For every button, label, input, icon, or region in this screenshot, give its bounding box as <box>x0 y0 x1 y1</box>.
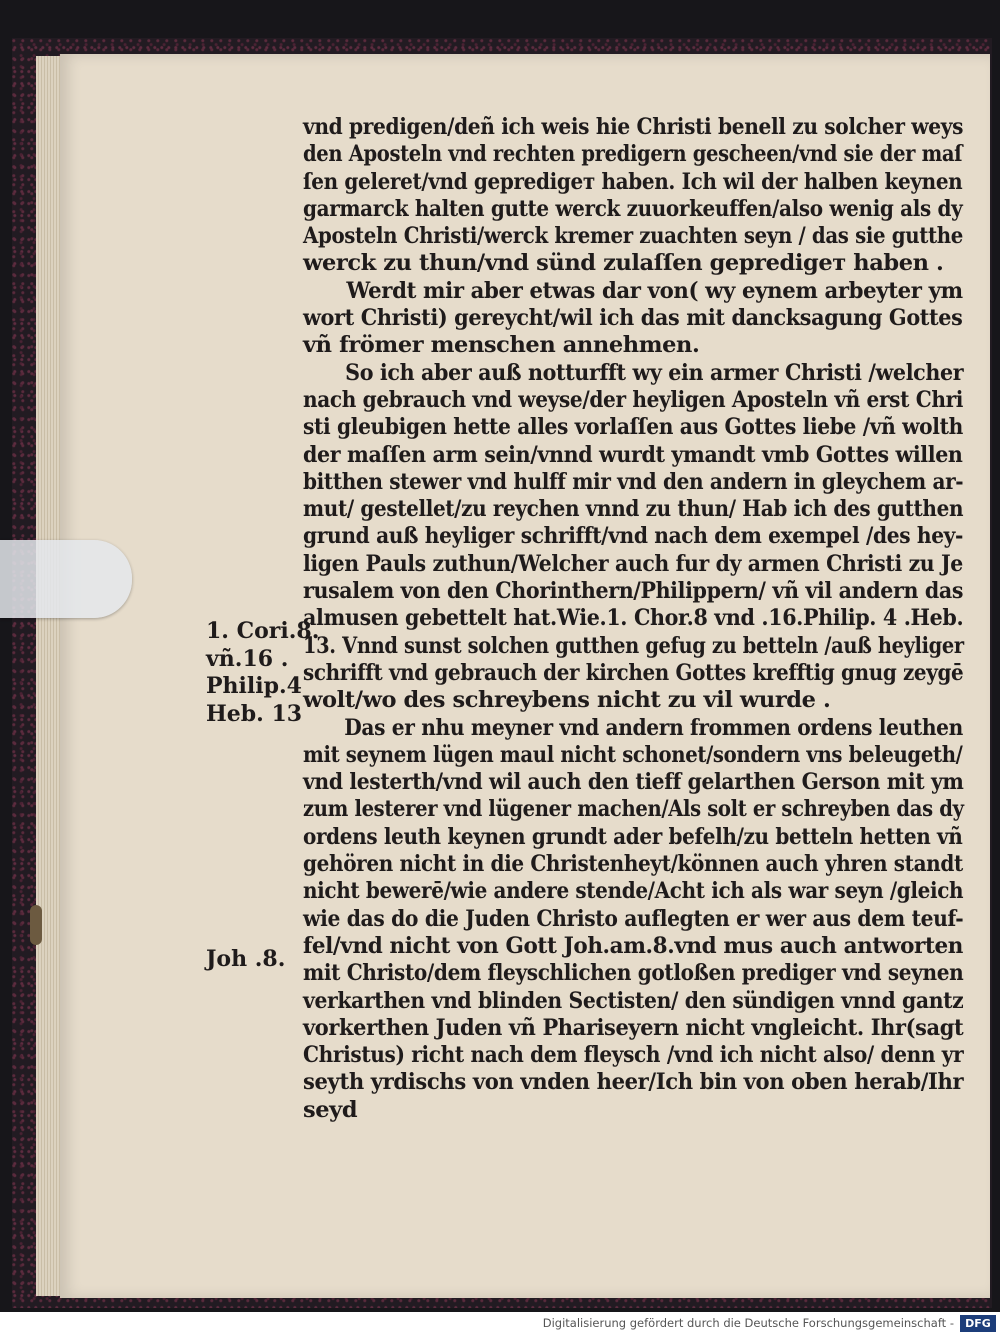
text-line: Das er nhu meyner vnd andern frommen ordens leuthen <box>344 714 963 741</box>
text-line: nach gebrauch vnd weyse/der heyligen Aposteln vñ erst Chri <box>303 386 964 413</box>
text-line: rusalem von den Chorinthern/Philippern/ vñ vil andern das <box>303 578 964 605</box>
text-line: So ich aber auß notturfft wy ein armer Christi /welcher <box>345 359 964 386</box>
text-line: almusen gebettelt hat.Wie.1. Chor.8 vnd .16.Philip. 4 .Heb. <box>303 605 964 632</box>
margin-note: 1. Cori.8. <box>206 618 320 644</box>
text-line: vnd predigen/deñ ich weis hie Christi benell zu solcher weys <box>303 114 964 140</box>
margin-note: Heb. 13 <box>206 701 303 727</box>
margin-note: vñ.16 . <box>206 646 289 672</box>
dfg-logo: DFG <box>960 1315 996 1332</box>
text-line: vnd lesterth/vnd wil auch den tieff gelarthen Gerson mit ym <box>303 769 964 796</box>
text-line: der maſſen arm sein/vnnd wurdt ymandt vmb Gottes willen <box>303 441 963 468</box>
text-line: mit Christo/dem fleyschlichen gotloßen prediger vnd seynen <box>303 960 964 987</box>
text-line: werck zu thun/vnd sünd zulaſſen gepredigет haben . <box>303 250 944 277</box>
text-line: vñ frömer menschen annehmen. <box>303 332 700 359</box>
text-line: mit seynem lügen maul nicht schonet/sondern vns beleugeth/ <box>303 741 963 768</box>
text-line: ſen geleret/vnd gepredigет haben. Ich wil der halben keynen <box>303 168 963 195</box>
margin-note: Philip.4 <box>206 673 302 699</box>
text-line: seyd <box>303 1096 358 1123</box>
footer-credit: Digitalisierung gefördert durch die Deutsche Forschungsgemeinschaft - <box>542 1316 954 1330</box>
text-line: vorkerthen Juden vñ Phariseyern nicht vngleicht. Ihr(sagt <box>303 1014 964 1041</box>
text-line: Christus) richt nach dem fleysch /vnd ich nicht also/ denn yr <box>303 1042 964 1069</box>
spine-mark <box>30 905 42 945</box>
text-block <box>303 114 963 1124</box>
text-line: nicht bewerē/wie andere stende/Acht ich als war seyn /gleich <box>303 878 964 905</box>
margin-note: Joh .8. <box>206 946 286 972</box>
text-line: wort Christi) gereycht/wil ich das mit dancksagung Gottes <box>303 305 963 332</box>
text-line: ordens leuth keynen grundt ader befelh/zu betteln hetten vñ <box>303 823 963 850</box>
text-line: schrifft vnd gebrauch der kirchen Gottes krefftig gnug zeygē <box>303 659 964 686</box>
bookmark-tab[interactable] <box>0 540 132 618</box>
text-line: sti gleubigen hette alles vorlaſſen aus Gottes liebe /vñ wolth <box>303 414 963 441</box>
text-line: wolt/wo des schreybens nicht zu vil wurde . <box>303 687 831 714</box>
text-line: 13. Vnnd sunst solchen gutthen gefug zu betteln /auß heyliger <box>303 632 964 659</box>
text-line: wie das do die Juden Christo auflegten er wer aus dem teuf- <box>303 905 964 932</box>
text-line: bitthen stewer vnd hulff mir vnd den andern in gleychem ar- <box>303 468 964 495</box>
text-line: Aposteln Christi/werck kremer zuachten seyn / das sie gutthe <box>303 223 964 250</box>
text-line: garmarck halten gutte werck zuuorkeuffen/also wenig als dy <box>303 195 963 222</box>
text-line: seyth yrdischs von vnden heer/Ich bin von oben herab/Ihr <box>303 1069 964 1096</box>
text-line: mut/ gestellet/zu reychen vnnd zu thun/ Hab ich des gutthen <box>303 496 964 523</box>
text-line: den Aposteln vnd rechten predigern gescheen/vnd sie der maſ <box>303 141 963 168</box>
text-line: verkarthen vnd blinden Sectisten/ den sündigen vnnd gantz <box>303 987 964 1014</box>
text-line: gehören nicht in die Christenheyt/können auch yhren standt <box>303 851 963 878</box>
text-line: ligen Pauls zuthun/Welcher auch fur dy armen Christi zu Je <box>303 550 963 577</box>
text-line: fel/vnd nicht von Gott Joh.am.8.vnd mus auch antworten <box>303 932 964 959</box>
text-line: Werdt mir aber etwas dar von( wy eynem arbeyter ym <box>346 277 963 304</box>
text-line: zum lesterer vnd lügener machen/Als solt er schreyben das dy <box>303 796 964 823</box>
text-line: grund auß heyliger schrifft/vnd nach dem exempel /des hey- <box>303 523 964 550</box>
